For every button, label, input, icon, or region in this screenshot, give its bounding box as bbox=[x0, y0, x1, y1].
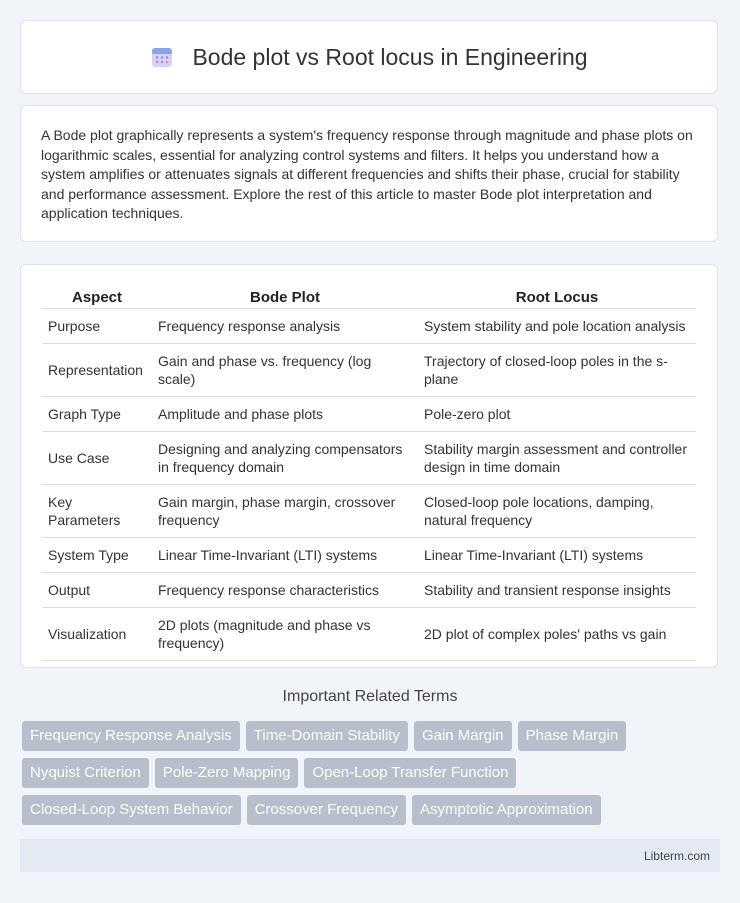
cell-aspect: Visualization bbox=[42, 608, 152, 661]
tag-crossover-frequency[interactable]: Crossover Frequency bbox=[247, 795, 406, 825]
intro-card bbox=[20, 105, 718, 242]
table-row bbox=[42, 432, 696, 485]
table-row bbox=[42, 485, 696, 538]
cell-root: Pole-zero plot bbox=[418, 397, 696, 432]
comparison-card bbox=[20, 264, 718, 668]
cell-bode: Gain and phase vs. frequency (log scale) bbox=[152, 344, 418, 397]
intro-text: A Bode plot graphically represents a system's frequency response through magnitude and phase plots on logarithmic scales, essential for analyzing control systems and filters. It helps you understand how a system amplifies or attenuates signals at different frequencies and shifts their phase, crucial for stability and performance assessment. Explore the rest of this article to master Bode plot interpretation and application techniques. bbox=[41, 127, 693, 221]
table-row bbox=[42, 397, 696, 432]
cell-root: Stability and transient response insights bbox=[418, 573, 696, 608]
table-row bbox=[42, 309, 696, 344]
table-row bbox=[42, 573, 696, 608]
cell-bode: Gain margin, phase margin, crossover frequency bbox=[152, 485, 418, 538]
cell-bode: Frequency response analysis bbox=[152, 309, 418, 344]
related-terms-title: Important Related Terms bbox=[282, 688, 458, 705]
cell-aspect: Purpose bbox=[42, 309, 152, 344]
header-bode-plot: Bode Plot bbox=[152, 285, 418, 309]
cell-root: Closed-loop pole locations, damping, natural frequency bbox=[418, 485, 696, 538]
header-root-locus: Root Locus bbox=[418, 285, 696, 309]
tag-phase-margin[interactable]: Phase Margin bbox=[518, 721, 627, 751]
tag-gain-margin[interactable]: Gain Margin bbox=[414, 721, 512, 751]
tag-pole-zero-mapping[interactable]: Pole-Zero Mapping bbox=[155, 758, 299, 788]
table-row bbox=[42, 608, 696, 661]
table-header-row bbox=[42, 285, 696, 309]
cell-aspect: Key Parameters bbox=[42, 485, 152, 538]
footer bbox=[20, 839, 720, 872]
tag-frequency-response-analysis[interactable]: Frequency Response Analysis bbox=[22, 721, 240, 751]
header-card bbox=[20, 20, 718, 94]
related-terms-list bbox=[22, 721, 722, 825]
tag-time-domain-stability[interactable]: Time-Domain Stability bbox=[246, 721, 408, 751]
table-row bbox=[42, 538, 696, 573]
comparison-table bbox=[42, 285, 696, 661]
cell-root: Trajectory of closed-loop poles in the s-plane bbox=[418, 344, 696, 397]
tag-nyquist-criterion[interactable]: Nyquist Criterion bbox=[22, 758, 149, 788]
footer-brand[interactable]: Libterm.com bbox=[643, 848, 710, 863]
cell-root: System stability and pole location analysis bbox=[418, 309, 696, 344]
calendar-icon bbox=[150, 45, 174, 69]
cell-bode: Designing and analyzing compensators in frequency domain bbox=[152, 432, 418, 485]
cell-aspect: Graph Type bbox=[42, 397, 152, 432]
header-aspect: Aspect bbox=[42, 285, 152, 309]
cell-aspect: Use Case bbox=[42, 432, 152, 485]
cell-bode: Amplitude and phase plots bbox=[152, 397, 418, 432]
cell-root: Stability margin assessment and controller design in time domain bbox=[418, 432, 696, 485]
cell-aspect: System Type bbox=[42, 538, 152, 573]
cell-root: 2D plot of complex poles' paths vs gain bbox=[418, 608, 696, 661]
cell-bode: Frequency response characteristics bbox=[152, 573, 418, 608]
cell-bode: 2D plots (magnitude and phase vs frequency) bbox=[152, 608, 418, 661]
page-title: Bode plot vs Root locus in Engineering bbox=[192, 43, 588, 70]
cell-aspect: Representation bbox=[42, 344, 152, 397]
table-row bbox=[42, 344, 696, 397]
tag-closed-loop-system-behavior[interactable]: Closed-Loop System Behavior bbox=[22, 795, 241, 825]
cell-aspect: Output bbox=[42, 573, 152, 608]
cell-bode: Linear Time-Invariant (LTI) systems bbox=[152, 538, 418, 573]
cell-root: Linear Time-Invariant (LTI) systems bbox=[418, 538, 696, 573]
tag-open-loop-transfer-function[interactable]: Open-Loop Transfer Function bbox=[304, 758, 516, 788]
tag-asymptotic-approximation[interactable]: Asymptotic Approximation bbox=[412, 795, 601, 825]
